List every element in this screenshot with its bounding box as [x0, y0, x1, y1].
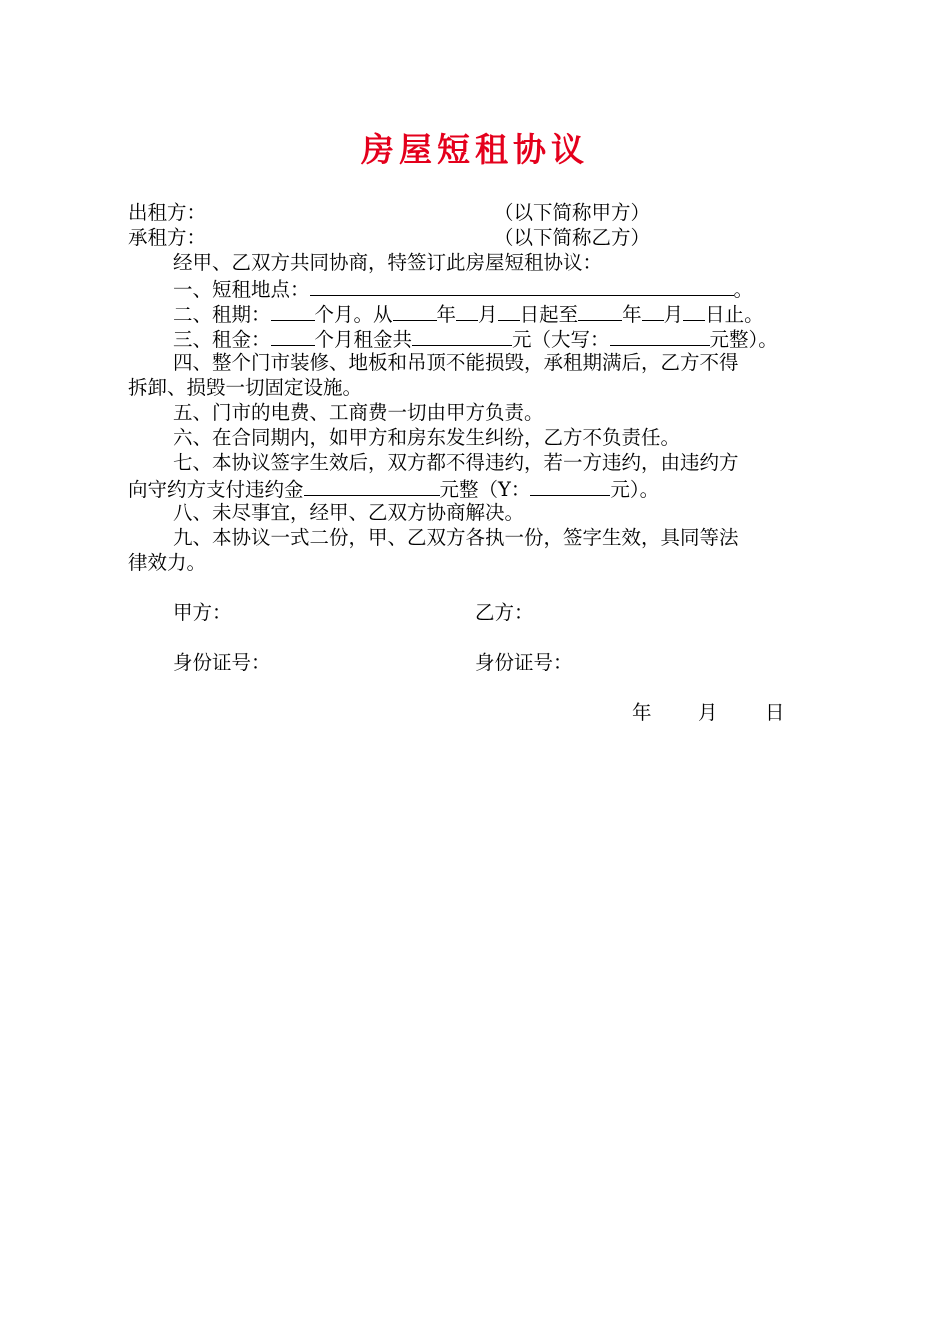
clause-2 [173, 300, 764, 327]
address-blank [310, 275, 734, 296]
clause-3-text-total: 个月租金共 [314, 328, 413, 351]
clause-3-text-capital: 元（大写： [512, 328, 610, 351]
clause-3-label: 三、租金： [173, 328, 271, 351]
clause-9-line-2: 律效力。 [128, 551, 207, 574]
clause-5: 五、门市的电费、工商费一切由甲方负责。 [173, 401, 544, 424]
clause-1-end: 。 [733, 278, 754, 301]
clause-7-line-1: 七、本协议签字生效后，双方都不得违约，若一方违约，由违约方 [173, 451, 739, 474]
clause-7-text-end: 元）。 [610, 478, 660, 501]
clause-3-text-end: 元整）。 [709, 328, 778, 351]
clause-3 [173, 325, 778, 352]
clause-6: 六、在合同期内，如甲方和房东发生纠纷，乙方不负责任。 [173, 426, 681, 449]
months-blank [271, 300, 315, 321]
clause-1 [173, 275, 753, 302]
end-year-blank [578, 300, 622, 321]
end-day-blank [683, 300, 705, 321]
lessee-label: 承租方： [128, 226, 207, 249]
document-title: 房屋短租协议 [361, 130, 589, 169]
start-month-blank [456, 300, 478, 321]
clause-1-label: 一、短租地点： [173, 278, 310, 301]
rent-capital-blank [610, 325, 710, 346]
date-day: 日 [765, 701, 785, 724]
clause-2-text-month-2: 月 [663, 303, 684, 326]
start-day-blank [498, 300, 520, 321]
clause-4-line-2: 拆卸、损毁一切固定设施。 [128, 376, 363, 399]
clause-2-text-year-2: 年 [622, 303, 642, 326]
penalty-amount-blank [304, 475, 440, 496]
clause-2-text-month: 月 [478, 303, 498, 326]
end-month-blank [642, 300, 664, 321]
party-b-signature: 乙方： [475, 601, 534, 624]
clause-2-text-months: 个月。从 [314, 303, 393, 326]
clause-2-label: 二、租期： [173, 303, 271, 326]
clause-4-line-1: 四、整个门市装修、地板和吊顶不能损毁，承租期满后，乙方不得 [173, 351, 739, 374]
clause-7-text-penalty: 向守约方支付违约金 [128, 478, 304, 501]
clause-9-line-1: 九、本协议一式二份，甲、乙双方各执一份，签字生效，具同等法 [173, 526, 739, 549]
penalty-yuan-blank [530, 475, 610, 496]
date-month: 月 [698, 701, 718, 724]
lessor-label: 出租方： [128, 201, 207, 224]
rent-months-blank [271, 325, 315, 346]
clause-7-line-2 [128, 475, 659, 502]
lessee-note: （以下简称乙方） [494, 226, 651, 249]
party-b-id-number: 身份证号： [475, 651, 573, 674]
party-a-id-number: 身份证号： [173, 651, 271, 674]
party-a-signature: 甲方： [173, 601, 232, 624]
intro-text: 经甲、乙双方共同协商，特签订此房屋短租协议： [173, 251, 603, 274]
date-year: 年 [632, 701, 652, 724]
clause-8: 八、未尽事宜，经甲、乙双方协商解决。 [173, 501, 525, 524]
clause-7-text-yuan: 元整（Y： [439, 478, 531, 501]
rent-amount-blank [412, 325, 512, 346]
clause-2-text-from: 日起至 [519, 303, 579, 326]
clause-2-text-year: 年 [436, 303, 457, 326]
lessor-note: （以下简称甲方） [494, 201, 651, 224]
clause-2-text-end: 日止。 [705, 303, 764, 326]
start-year-blank [393, 300, 437, 321]
